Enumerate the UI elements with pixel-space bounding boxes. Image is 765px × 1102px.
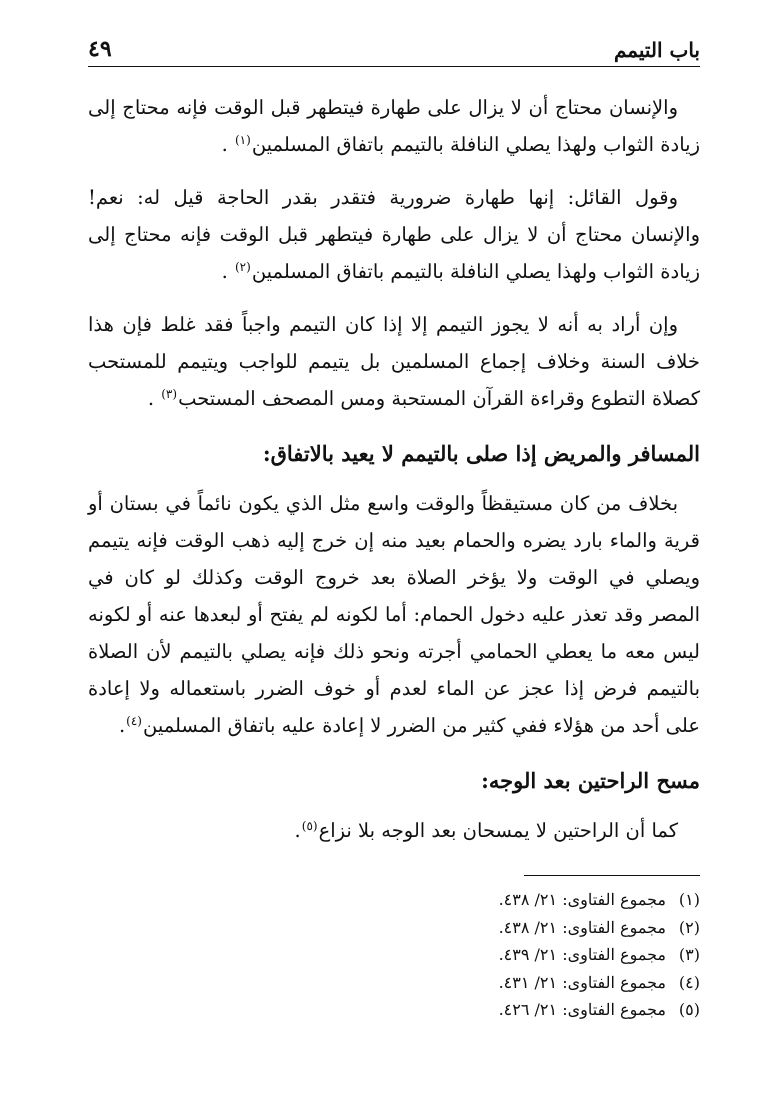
chapter-title: باب التيمم (613, 38, 700, 62)
footnote-mark: (١) (678, 890, 700, 909)
footnote-text: مجموع الفتاوى: ٢١/ ٤٣٩. (498, 945, 666, 964)
footnote-item (88, 969, 700, 997)
footnote-text: مجموع الفتاوى: ٢١/ ٤٣٨. (498, 917, 666, 937)
paragraph-3-text: وإن أراد به أنه لا يجوز التيمم إلا إذا كان التيمم واجباً فقد غلط فإن هذا خلاف السنة وخلاف إجماع المسلمين بل يتيمم للواجب ويتيمم للمستحب كصلاة التطوع وقراءة القرآن المستحبة ومس المصحف المستحب (88, 313, 700, 410)
paragraph-2 (88, 179, 700, 290)
footnote-mark: (٢) (678, 917, 700, 937)
footnote-ref-4: (٤) (126, 713, 142, 728)
paragraph-4-text: بخلاف من كان مستيقظاً والوقت واسع مثل الذي يكون نائماً في بستان أو قرية والماء بارد يضره والحمام بعيد منه إن خرج إليه ذهب الوقت فإنه يتيمم ويصلي في الوقت ولا يؤخر الصلاة بعد خروج الوقت وكذلك لو كان في المصر وقد تعذر عليه دخول الحمام: أما لكونه لم يفتح أو لبعدها عنه أو لكونه ليس معه ما يعطي الحمامي أجرته ونحو ذلك فإنه يصلي بالتيمم لأن الصلاة بالتيمم فرض إذا عجز عن الماء لعدم أو خوف الضرر باستعماله ولا إعادة على أحد من هؤلاء ففي كثير من الضرر لا إعادة عليه باتفاق المسلمين (88, 492, 700, 737)
book-page (88, 28, 700, 1024)
footnote-mark: (٤) (678, 972, 700, 992)
footnote-divider (524, 875, 700, 876)
paragraph-2-text: وقول القائل: إنها طهارة ضرورية فتقدر بقدر الحاجة قيل له: نعم! والإنسان محتاج أن لا يزال على طهارة فيتطهر قبل الوقت فإنه محتاج إلى زيادة الثواب ولهذا يصلي النافلة بالتيمم باتفاق المسلمين (88, 186, 700, 283)
paragraph-5-end: . (294, 819, 301, 842)
paragraph-1-text: والإنسان محتاج أن لا يزال على طهارة فيتطهر قبل الوقت فإنه محتاج إلى زيادة الثواب ولهذا يصلي النافلة بالتيمم باتفاق المسلمين (88, 96, 700, 156)
footnote-ref-1: (١) (234, 132, 251, 147)
footnote-mark: (٥) (678, 1000, 700, 1019)
footnote-ref-5: (٥) (301, 818, 318, 833)
page-number: ٤٩ (88, 36, 112, 62)
footnote-mark: (٣) (678, 945, 700, 964)
footnote-text: مجموع الفتاوى: ٢١/ ٤٢٦. (498, 1000, 666, 1019)
paragraph-2-end: . (221, 260, 234, 283)
paragraph-5 (88, 812, 700, 849)
paragraph-1-end: . (221, 133, 234, 156)
footnote-item (88, 996, 700, 1024)
paragraph-5-text: كما أن الراحتين لا يمسحان بعد الوجه بلا نزاع (318, 819, 678, 842)
footnote-item (88, 914, 700, 942)
footnotes (88, 886, 700, 1024)
footnote-item (88, 886, 700, 914)
paragraph-1 (88, 89, 700, 163)
paragraph-4-end: . (118, 714, 126, 737)
paragraph-4 (88, 485, 700, 744)
footnote-ref-2: (٢) (234, 259, 251, 274)
footnote-ref-3: (٣) (161, 386, 178, 401)
paragraph-3-end: . (147, 387, 161, 410)
section-heading-1: المسافر والمريض إذا صلى بالتيمم لا يعيد بالاتفاق: (262, 441, 700, 466)
footnote-text: مجموع الفتاوى: ٢١/ ٤٣١. (498, 972, 666, 992)
footnote-text: مجموع الفتاوى: ٢١/ ٤٣٨. (498, 890, 666, 909)
section-heading-2: مسح الراحتين بعد الوجه: (481, 768, 700, 793)
paragraph-3 (88, 306, 700, 417)
footnote-item (88, 941, 700, 969)
running-header (88, 28, 700, 67)
